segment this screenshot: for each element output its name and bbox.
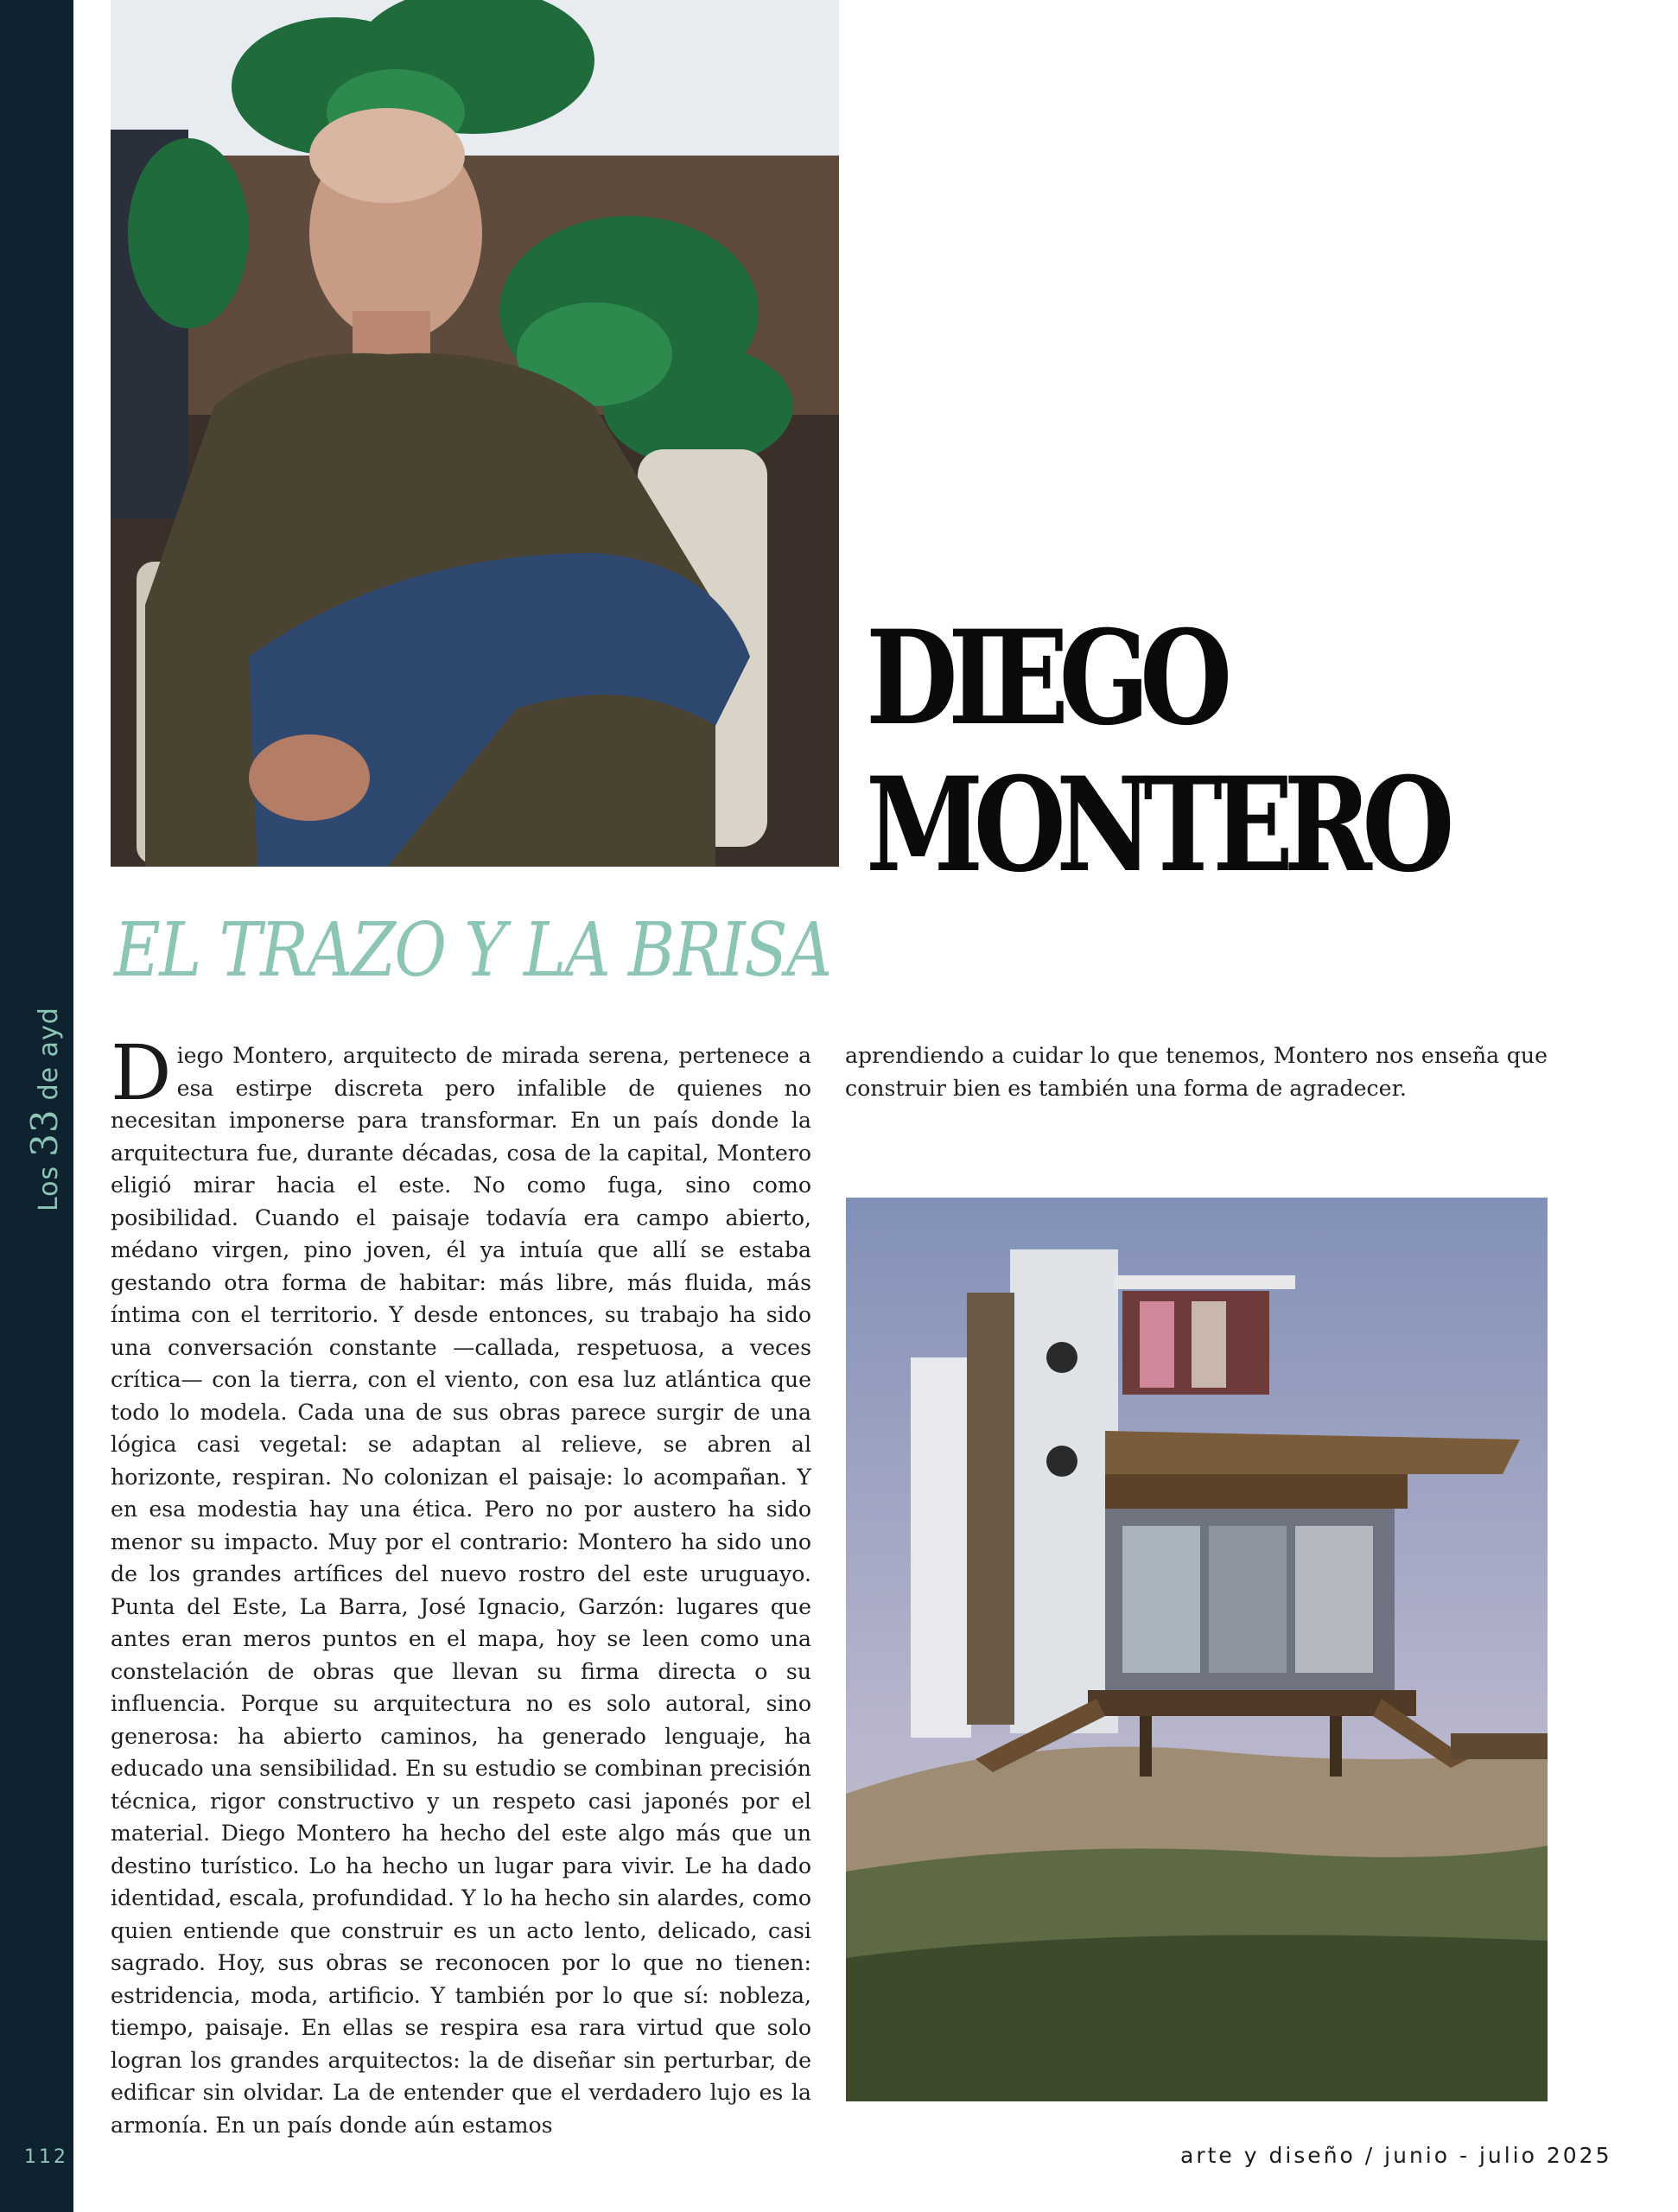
right-column-text: aprendiendo a cuidar lo que tenemos, Montero nos enseña que construir bien es también una forma de agradecer. <box>845 1043 1548 1101</box>
section-label <box>23 995 66 1211</box>
house-photo <box>846 1198 1548 2101</box>
section-label-suffix: de ayd <box>34 1007 64 1101</box>
title-line-2: MONTERO <box>866 749 1446 901</box>
title-line-1: DIEGO <box>866 602 1223 754</box>
section-label-number: 33 <box>23 1109 66 1157</box>
left-column-text: iego Montero, arquitecto de mirada serena, pertenece a esa estirpe discreta pero infalible de quienes no necesitan imponerse para transformar. En un país donde la arquitectura fue, durante décadas, cosa de la capital, Montero eligió mirar hacia el este. No como fuga, sino como posibilidad. Cuando el paisaje todavía era campo abierto, médano virgen, pino joven, él ya intuía que allí se estaba gestando otra forma de habitar: más libre, más fluida, más íntima con el territorio. Y desde entonces, su trabajo ha sido una conversación constante —callada, respetuosa, a veces crítica— con la tierra, con el viento, con esa luz atlántica que todo lo modela. Cada una de sus obras parece surgir de una lógica casi vegetal: se adaptan al relieve, se abren al horizonte, respiran. No colonizan el paisaje: lo acompañan. Y en esa modestia hay una ética. Pero no por austero ha sido menor su impacto. Muy por el contrario: Montero ha sido uno de los grandes artífices del nuevo rostro del este uruguayo. Punta del Este, La Barra, José Ignacio, Garzón: lugares que antes eran meros puntos en el mapa, hoy se leen como una constelación de obras que llevan su firma directa o su influencia. Porque su arquitectura no es solo autoral, sino generosa: ha abierto caminos, ha generado lenguaje, ha educado una sensibilidad. En su estudio se combinan precisión técnica, rigor constructivo y un respeto casi japonés por el material. Diego Montero ha hecho del este algo más que un destino turístico. Lo ha hecho un lugar para vivir. Le ha dado identidad, escala, profundidad. Y lo ha hecho sin alardes, como quien entiende que construir es un acto lento, delicado, casi sagrado. Hoy, sus obras se reconocen por lo que no tienen: estridencia, moda, artificio. Y también por lo que sí: nobleza, tiempo, paisaje. En ellas se respira esa rara virtud que solo logran los grandes arquitectos: la de diseñar sin perturbar, de edificar sin olvidar. La de entender que el verdadero lujo es la armonía. En un país donde aún estamos <box>111 1043 811 2138</box>
article-subtitle: EL TRAZO Y LA BRISA <box>114 907 831 994</box>
section-label-prefix: Los <box>34 1165 64 1211</box>
portrait-photo <box>111 0 839 867</box>
page-footer: arte y diseño / junio - julio 2025 <box>1180 2143 1612 2168</box>
drop-cap: D <box>111 1028 172 1117</box>
article-title <box>866 602 1503 901</box>
article-column-left <box>111 1028 811 2138</box>
page-number: 112 <box>24 2146 68 2168</box>
article-column-right <box>845 1039 1548 1104</box>
